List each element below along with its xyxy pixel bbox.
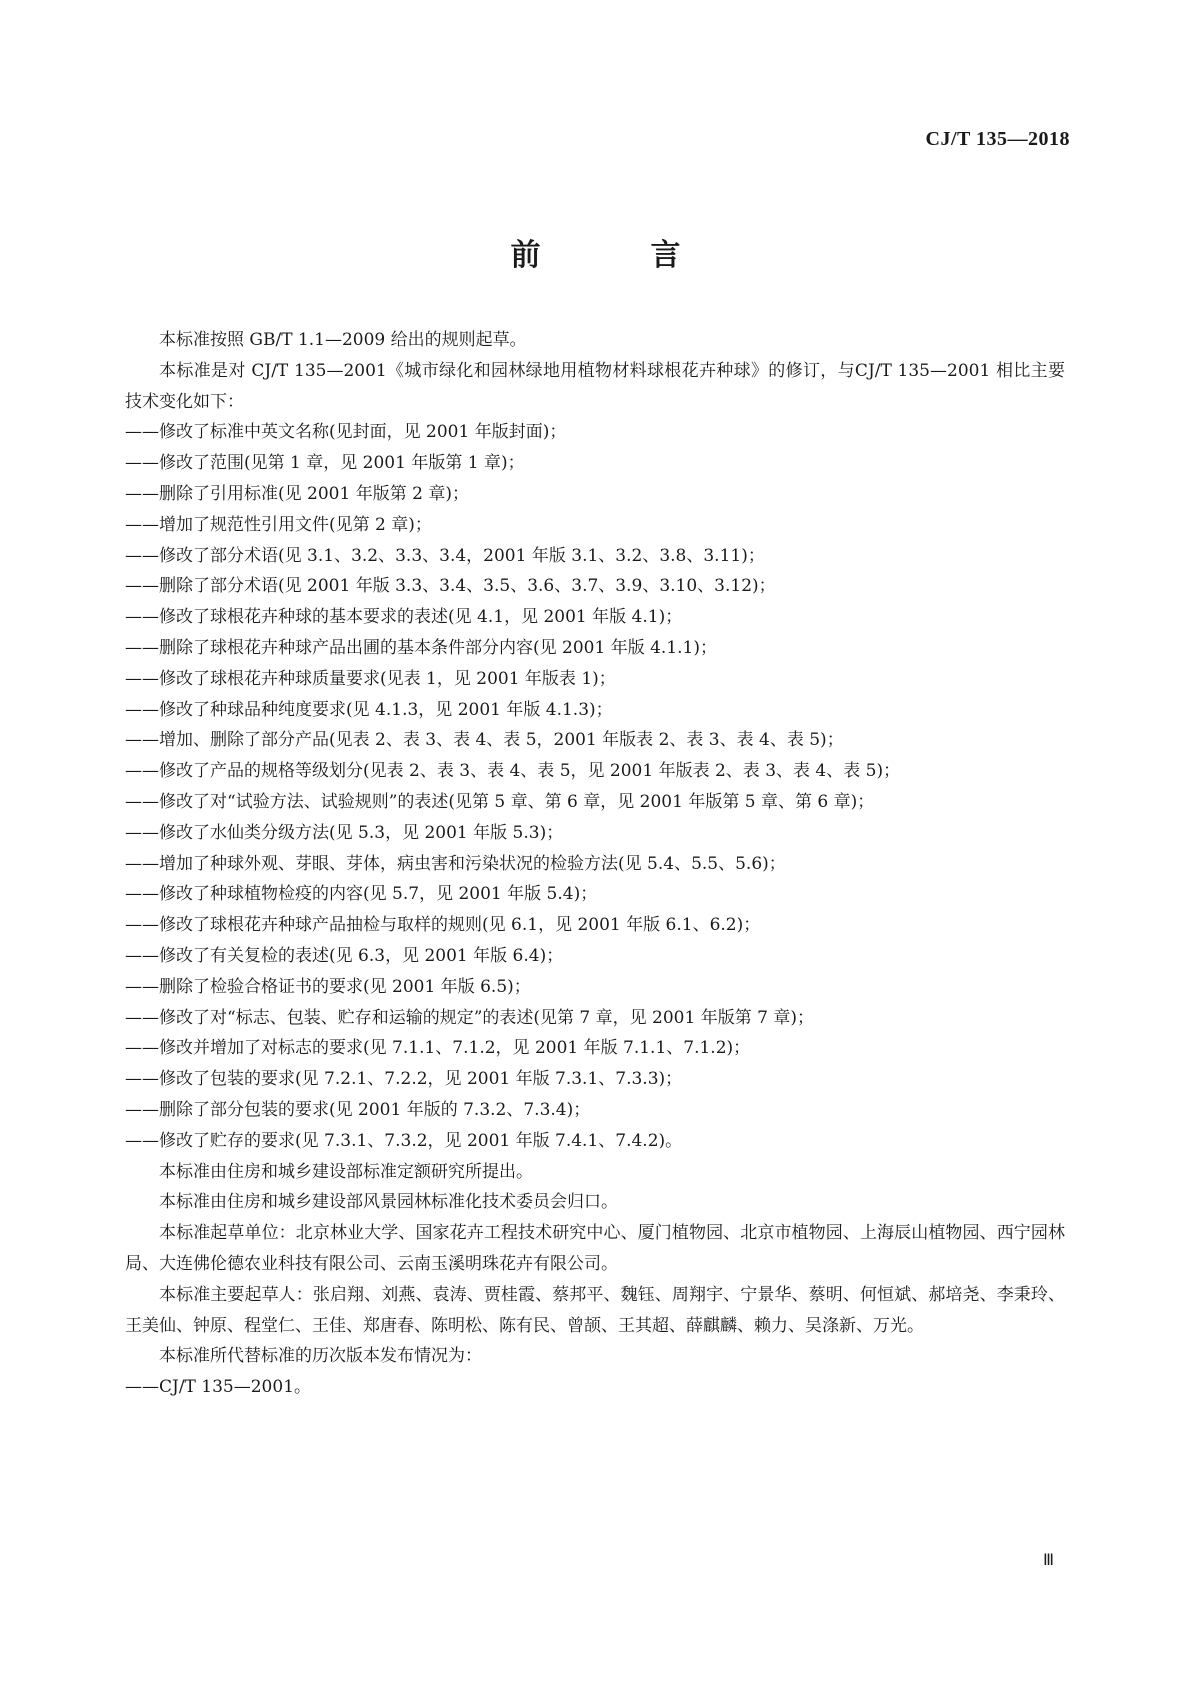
drafting-units-paragraph: 本标准起草单位：北京林业大学、国家花卉工程技术研究中心、厦门植物园、北京市植物园、上海辰山植物园、西宁园林局、大连佛伦德农业科技有限公司、云南玉溪明珠花卉有限公司。 — [125, 1223, 1065, 1274]
intro-paragraph-1: 本标准按照 GB/T 1.1—2009 给出的规则起草。 — [159, 330, 527, 350]
page-title: 前 言 — [510, 238, 721, 273]
foreword-body — [125, 325, 1065, 1403]
drafters-paragraph: 本标准主要起草人：张启翔、刘燕、袁涛、贾桂霞、蔡邦平、魏钰、周翔宇、宁景华、蔡明、何恒斌、郝培尧、李秉玲、王美仙、钟原、程堂仁、王佳、郑唐春、陈明松、陈有民、曾颉、王其超、薛麒麟、赖力、吴涤新、万光。 — [125, 1284, 1065, 1336]
change-item: ——修改并增加了对标志的要求(见 7.1.1、7.1.2，见 2001 年版 7.1.1、7.1.2)； — [125, 1038, 751, 1059]
change-item: ——增加了种球外观、芽眼、芽体，病虫害和污染状况的检验方法(见 5.4、5.5、5.6)； — [125, 853, 786, 874]
history-intro-paragraph: 本标准所代替标准的历次版本发布情况为： — [159, 1346, 482, 1367]
change-item: ——修改了种球品种纯度要求(见 4.1.3，见 2001 年版 4.1.3)； — [125, 699, 613, 720]
change-item: ——修改了对“试验方法、试验规则”的表述(见第 5 章、第 6 章，见 2001 年版第 5 章、第 6 章)； — [125, 791, 875, 812]
change-item: ——修改了有关复检的表述(见 6.3，见 2001 年版 6.4)； — [125, 945, 564, 966]
intro-paragraph-2: 本标准是对 CJ/T 135—2001《城市绿化和园林绿地用植物材料球根花卉种球》的修订，与CJ/T 135—2001 相比主要技术变化如下： — [125, 360, 1065, 412]
change-item: ——修改了产品的规格等级划分(见表 2、表 3、表 4、表 5，见 2001 年版表 2、表 3、表 4、表 5)； — [125, 761, 901, 782]
change-item: ——修改了标准中英文名称(见封面，见 2001 年版封面)； — [125, 422, 567, 443]
change-item: ——修改了球根花卉种球质量要求(见表 1，见 2001 年版表 1)； — [125, 668, 616, 689]
managed-by-paragraph: 本标准由住房和城乡建设部风景园林标准化技术委员会归口。 — [159, 1192, 618, 1213]
change-item: ——修改了范围(见第 1 章，见 2001 年版第 1 章)； — [125, 453, 525, 474]
change-item: ——增加了规范性引用文件(见第 2 章)； — [125, 514, 432, 535]
change-item: ——删除了部分包装的要求(见 2001 年版的 7.3.2、7.3.4)； — [125, 1099, 591, 1120]
proposed-by-paragraph: 本标准由住房和城乡建设部标准定额研究所提出。 — [159, 1161, 533, 1182]
change-item: ——修改了水仙类分级方法(见 5.3，见 2001 年版 5.3)； — [125, 822, 564, 843]
change-item: ——删除了引用标准(见 2001 年版第 2 章)； — [125, 483, 469, 504]
change-item: ——删除了部分术语(见 2001 年版 3.3、3.4、3.5、3.6、3.7、3.9、3.10、3.12)； — [125, 576, 776, 597]
change-item: ——删除了球根花卉种球产品出圃的基本条件部分内容(见 2001 年版 4.1.1)； — [125, 637, 717, 658]
change-item: ——修改了球根花卉种球的基本要求的表述(见 4.1，见 2001 年版 4.1)； — [125, 607, 683, 628]
change-item: ——增加、删除了部分产品(见表 2、表 3、表 4、表 5，2001 年版表 2、表 3、表 4、表 5)； — [125, 730, 844, 751]
change-item: ——修改了贮存的要求(见 7.3.1、7.3.2，见 2001 年版 7.4.1、7.4.2)。 — [125, 1130, 683, 1151]
change-item: ——修改了种球植物检疫的内容(见 5.7，见 2001 年版 5.4)； — [125, 884, 598, 905]
page-number: Ⅲ — [1042, 1552, 1054, 1569]
change-item: ——修改了部分术语(见 3.1、3.2、3.3、3.4，2001 年版 3.1、3.2、3.8、3.11)； — [125, 545, 765, 566]
standard-code-header: CJ/T 135—2018 — [925, 128, 1070, 150]
changes-list — [125, 417, 1065, 1156]
change-item: ——修改了包装的要求(见 7.2.1、7.2.2，见 2001 年版 7.3.1、7.3.3)； — [125, 1069, 683, 1090]
change-item: ——修改了对“标志、包装、贮存和运输的规定”的表述(见第 7 章，见 2001 年版第 7 章)； — [125, 1007, 814, 1028]
change-item: ——删除了检验合格证书的要求(见 2001 年版 6.5)； — [125, 976, 531, 997]
history-item: ——CJ/T 135—2001。 — [125, 1377, 312, 1398]
change-item: ——修改了球根花卉种球产品抽检与取样的规则(见 6.1，见 2001 年版 6.1、6.2)； — [125, 915, 761, 936]
